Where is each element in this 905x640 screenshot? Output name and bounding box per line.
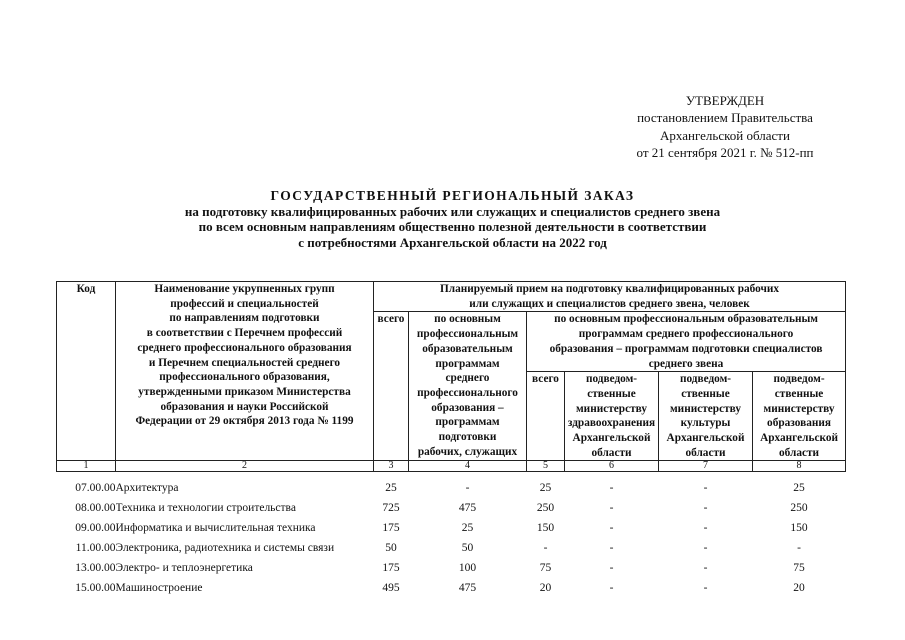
header-line: профессионального образования,	[159, 371, 330, 384]
header-education-ministry	[753, 372, 846, 461]
table-row	[57, 518, 846, 538]
header-line: Архангельской	[572, 432, 651, 445]
row-health: -	[609, 542, 614, 555]
header-line: подведом-	[679, 373, 732, 386]
header-line: утвержденными приказом Министерства	[138, 385, 351, 398]
header-workers-programs	[409, 312, 527, 461]
row-workers: 100	[458, 562, 477, 575]
row-total: 25	[385, 482, 397, 495]
row-name: Машиностроение	[115, 582, 203, 595]
header-line: среднего профессионального образования	[137, 341, 352, 354]
header-line: по основным	[434, 313, 501, 326]
row-total: 175	[382, 562, 400, 575]
row-workers: 475	[458, 502, 477, 515]
row-spec-total: 150	[536, 522, 555, 535]
header-line: программам	[435, 416, 500, 429]
row-health: -	[609, 502, 614, 515]
header-line: ственные	[774, 387, 824, 400]
header-line: подготовки	[438, 431, 497, 444]
row-total: 50	[385, 542, 397, 555]
header-line: культуры	[680, 417, 731, 430]
header-line: здравоохранения	[567, 417, 656, 430]
header-line: профессий и специальностей	[170, 297, 319, 310]
row-culture: -	[703, 582, 708, 595]
row-total: 175	[382, 522, 400, 535]
header-line: образования –	[431, 401, 504, 414]
row-culture: -	[703, 542, 708, 555]
header-name	[116, 282, 374, 461]
row-total: 725	[382, 502, 400, 515]
table-row	[57, 478, 846, 498]
row-culture: -	[703, 562, 708, 575]
header-culture-ministry	[659, 372, 753, 461]
row-education: -	[797, 542, 801, 555]
row-code: 11.00.00	[75, 542, 116, 555]
column-number: 4	[409, 461, 527, 472]
row-spec-total: 250	[536, 502, 555, 515]
title-sub-2: по всем основным направлениям общественно полезной деятельности в соответствии	[198, 219, 707, 234]
header-specialists-programs	[527, 312, 846, 372]
row-culture: -	[703, 482, 708, 495]
row-culture: -	[703, 522, 708, 535]
header-line: области	[685, 446, 726, 459]
approval-line-3: Архангельской области	[660, 127, 790, 143]
title-sub-1: на подготовку квалифицированных рабочих или служащих и специалистов среднего звена	[184, 203, 721, 219]
header-line: министерству	[575, 402, 647, 415]
document-title	[0, 188, 905, 250]
row-workers: 25	[461, 522, 474, 535]
header-line: профессиональным	[416, 328, 519, 341]
header-line: области	[591, 446, 632, 459]
row-spec-total: 20	[539, 582, 552, 595]
row-culture: -	[703, 502, 708, 515]
header-line: ственные	[681, 387, 730, 400]
approval-line-4: от 21 сентября 2021 г. № 512-пп	[636, 144, 814, 160]
row-name: Техника и технологии строительства	[115, 502, 296, 515]
header-line: подведом-	[773, 373, 825, 386]
row-health: -	[609, 562, 614, 575]
header-planned-admission	[374, 282, 846, 312]
header-line: Федерации от 29 октября 2013 года № 1199	[135, 415, 354, 428]
row-code: 15.00.00	[75, 582, 116, 595]
header-line: области	[778, 446, 820, 459]
column-number: 6	[565, 461, 659, 472]
table-row	[57, 558, 846, 578]
table-row	[57, 578, 846, 598]
header-line: Наименование укрупненных групп	[154, 283, 335, 295]
header-line: по основным профессиональным образовательным	[554, 313, 818, 326]
header-line: подведом-	[585, 373, 638, 386]
header-line: или служащих и специалистов среднего звена, человек	[469, 297, 750, 310]
title-sub-3: с потребностями Архангельской области на 2022 год	[298, 234, 607, 250]
header-line: в соответствии с Перечнем профессий	[146, 327, 343, 340]
row-spec-total: -	[543, 542, 548, 555]
header-line: Архангельской	[666, 432, 745, 445]
row-workers: 475	[458, 582, 477, 595]
header-line: образования и науки Российской	[160, 400, 329, 413]
header-line: ственные	[587, 387, 636, 400]
header-line: рабочих, служащих	[417, 445, 518, 458]
header-line: программам среднего профессионального	[578, 328, 794, 341]
row-education: 25	[793, 482, 805, 495]
row-spec-total: 25	[539, 482, 552, 495]
row-workers: 50	[461, 542, 474, 555]
header-line: Планируемый прием на подготовку квалифицированных рабочих	[440, 283, 780, 295]
header-line: среднего звена	[648, 357, 724, 370]
header-spec-total: всего	[527, 372, 565, 461]
header-line: и Перечнем специальностей среднего	[148, 356, 341, 369]
title-main: ГОСУДАРСТВЕННЫЙ РЕГИОНАЛЬНЫЙ ЗАКАЗ	[270, 188, 635, 203]
row-code: 09.00.00	[75, 522, 116, 535]
header-line: профессионального	[417, 386, 518, 399]
row-education: 20	[793, 582, 805, 595]
row-spec-total: 75	[539, 562, 552, 575]
header-line: образовательным	[422, 342, 513, 355]
row-education: 250	[790, 502, 808, 515]
header-code: Код	[57, 282, 116, 461]
header-line: программам	[435, 357, 500, 370]
approval-line-1: УТВЕРЖДЕН	[685, 93, 765, 108]
row-code: 08.00.00	[75, 502, 116, 515]
column-number: 3	[374, 461, 409, 472]
header-line: по направлениям подготовки	[169, 312, 320, 325]
row-health: -	[609, 522, 614, 535]
approval-stamp	[560, 92, 890, 161]
header-line: Архангельской	[760, 432, 838, 445]
row-name: Архитектура	[115, 482, 179, 495]
row-name: Электроника, радиотехника и системы связи	[115, 542, 335, 555]
row-health: -	[609, 482, 614, 495]
header-line: образования	[767, 417, 831, 430]
column-number: 1	[57, 461, 116, 472]
row-code: 07.00.00	[75, 482, 116, 495]
table-row	[57, 498, 846, 518]
header-health-ministry	[565, 372, 659, 461]
row-name: Информатика и вычислительная техника	[115, 522, 316, 535]
row-health: -	[609, 582, 614, 595]
row-education: 75	[793, 562, 805, 575]
column-number: 8	[753, 461, 846, 472]
row-workers: -	[465, 482, 470, 495]
header-line: министерству	[763, 402, 835, 415]
row-code: 13.00.00	[75, 562, 116, 575]
column-number: 5	[527, 461, 565, 472]
plan-table	[56, 281, 846, 598]
header-line: среднего	[445, 372, 490, 385]
row-name: Электро- и теплоэнергетика	[115, 562, 253, 575]
column-number: 7	[659, 461, 753, 472]
row-total: 495	[382, 582, 400, 595]
header-line: образования – программам подготовки специалистов	[549, 342, 823, 355]
table-row	[57, 538, 846, 558]
row-education: 150	[790, 522, 808, 535]
column-number: 2	[116, 461, 374, 472]
header-total: всего	[374, 312, 409, 461]
header-line: министерству	[669, 402, 741, 415]
approval-line-2: постановлением Правительства	[637, 110, 813, 126]
